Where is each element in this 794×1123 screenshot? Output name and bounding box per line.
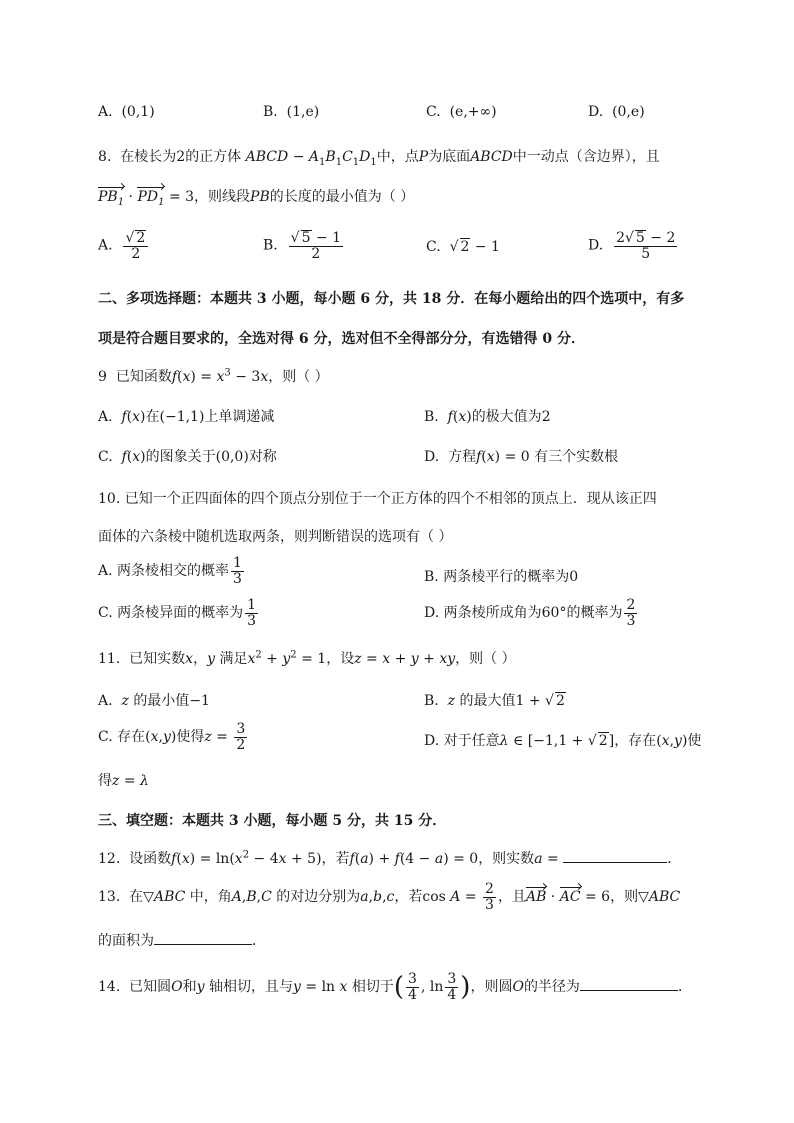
- q9-stem: 9 已知函数$f(x) = x^3 - 3x$，则（ ）: [98, 367, 329, 385]
- q11-stem: 11. 已知实数x，y 满足$x^2 + y^2 = 1$，设z = x + y + xy，则（ ）: [98, 649, 516, 667]
- q13-stem-line1: 13. 在▽ABC 中，角A,B,C 的对边分别为a,b,c，若cos A = $\frac{2}{3}$ ，且AB · AC = 6，则▽ABC: [98, 881, 681, 913]
- q8-option-a: A. $\frac{√ 2}{2}$: [98, 230, 150, 261]
- q13-stem-line2: 的面积为 ．: [98, 933, 266, 949]
- q8-option-b: B. $\frac{√ 5 - 1}{2}$: [263, 230, 342, 262]
- q8-option-c: C. √ 2 − 1: [426, 239, 500, 255]
- q7-option-c: C. (e,+∞): [426, 104, 497, 120]
- q11-option-d: D. 对于任意λ ∈ [−1,1 + √ 2]，存在(x,y)使: [424, 733, 702, 749]
- section2-heading-line1: 二、多项选择题：本题共 3 小题，每小题 6 分，共 18 分．在每小题给出的四个选项中，有多: [98, 291, 685, 307]
- q9-option-c: C. f(x)的图象关于(0,0)对称: [98, 449, 277, 465]
- q10-stem-line2: 面体的六条棱中随机选取两条，则判断错误的选项有（ ）: [98, 529, 453, 545]
- q8-stem-line1: 8. 在棱长为2的正方体 ABCD − $A_1B_1C_1D_1$中，点P为底面ABCD中一动点（含边界），且: [98, 149, 660, 168]
- q7-option-b: B. (1,e): [263, 104, 320, 120]
- q8-option-d: D. $\frac{2√ 5 - 2}{5}$: [588, 230, 676, 262]
- q10-stem-line1: 10. 已知一个正四面体的四个顶点分别位于一个正方体的四个不相邻的顶点上．现从该正四: [98, 491, 657, 507]
- section2-heading-line2: 项是符合题目要求的，全选对得 6 分，选对但不全得部分分，有选错得 0 分．: [98, 331, 585, 347]
- q7-option-d: D. (0,e): [588, 104, 645, 120]
- q11-option-d-line2: 得z = λ: [98, 773, 149, 789]
- q9-option-d: D. 方程f(x) = 0 有三个实数根: [424, 449, 619, 465]
- q10-option-c: C. 两条棱异面的概率为 $\frac{1}{3}$: [98, 597, 257, 629]
- q14-answer-blank[interactable]: [580, 990, 678, 991]
- q11-option-b: B. z 的最大值1 + √ 2: [424, 693, 565, 709]
- q11-option-c: C. 存在(x,y)使得z = $\frac{3}{2}$: [98, 721, 246, 753]
- q8-stem-line2: $PB_1 \cdot PD_1 = 3$，则线段PB的长度的最小值为（ ）: [98, 189, 415, 208]
- q9-option-b: B. f(x)的极大值为2: [424, 409, 551, 425]
- q10-option-a: A. 两条棱相交的概率 $\frac{1}{3}$: [98, 555, 242, 587]
- q11-option-a: A. z 的最小值−1: [98, 693, 210, 709]
- q10-option-d: D. 两条棱所成角为60°的概率为 $\frac{2}{3}$: [424, 597, 636, 629]
- q12-answer-blank[interactable]: [563, 862, 667, 863]
- q9-option-a: A. f(x)在(−1,1)上单调递减: [98, 409, 275, 425]
- q10-option-b: B. 两条棱平行的概率为0: [424, 569, 579, 585]
- q14-stem: 14. 已知圆O和y 轴相切，且与y = ln x 相切于( $\frac{3}{4}$ , ln $\frac{3}{4}$ )，则圆O的半径为 ．: [98, 971, 692, 1003]
- section3-heading: 三、填空题：本题共 3 小题，每小题 5 分，共 15 分．: [98, 813, 447, 829]
- q12-stem: 12. 设函数$f(x) = \ln(x^2 - 4x + 5)$，若f(a) + f(4 − a) = 0，则实数a = ．: [98, 849, 682, 867]
- q13-answer-blank[interactable]: [154, 944, 252, 945]
- q7-option-a: A. (0,1): [98, 104, 155, 120]
